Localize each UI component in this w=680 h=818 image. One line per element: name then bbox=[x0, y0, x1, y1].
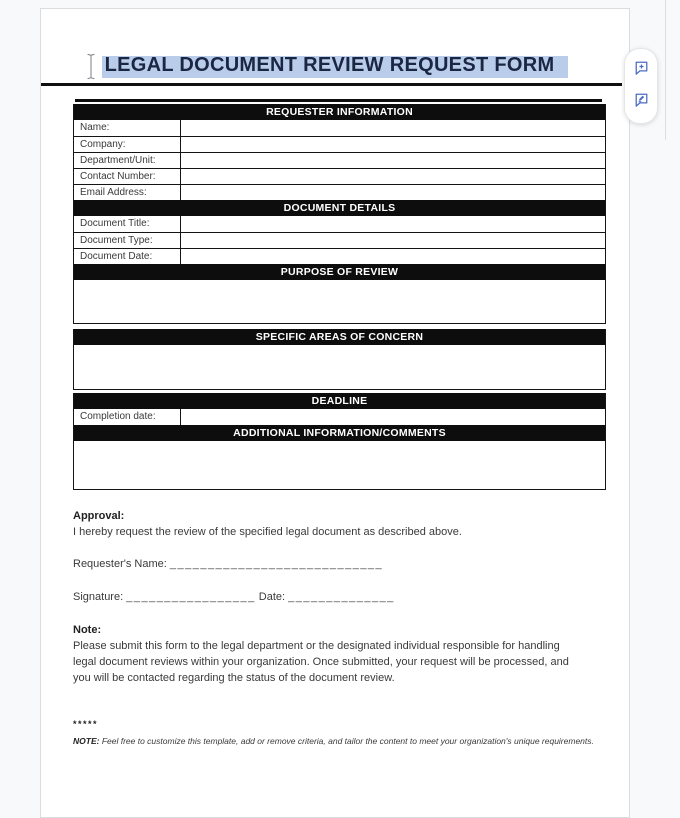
field-label: Name: bbox=[74, 120, 181, 136]
suggest-edits-button[interactable] bbox=[630, 91, 652, 113]
signature-date-line bbox=[73, 589, 606, 605]
request-form-table bbox=[73, 99, 606, 490]
date-blank[interactable]: ______________ bbox=[288, 591, 395, 603]
field-label: Company: bbox=[74, 137, 181, 152]
field-value-cell-email[interactable] bbox=[181, 185, 605, 200]
form-row bbox=[74, 409, 605, 425]
free-text-area-additional-info[interactable] bbox=[74, 441, 605, 489]
margin-actions-pill bbox=[624, 48, 658, 124]
table-top-bar bbox=[75, 99, 602, 102]
form-block-deadline bbox=[73, 393, 606, 490]
field-value-cell-document-date[interactable] bbox=[181, 249, 605, 264]
signature-blank[interactable]: _________________ bbox=[126, 591, 256, 603]
approval-section bbox=[73, 508, 606, 605]
approval-heading: Approval: bbox=[73, 510, 125, 522]
form-row bbox=[74, 168, 605, 184]
form-row bbox=[74, 184, 605, 200]
form-row bbox=[74, 152, 605, 168]
footer-note-label: NOTE: bbox=[73, 736, 100, 746]
section-header-deadline: DEADLINE bbox=[74, 393, 605, 409]
field-value-cell-name[interactable] bbox=[181, 120, 605, 136]
approval-statement: I hereby request the review of the specified legal document as described above. bbox=[73, 526, 462, 538]
add-comment-icon bbox=[633, 59, 650, 81]
form-block-concerns bbox=[73, 329, 606, 390]
field-value-cell-contact-number[interactable] bbox=[181, 169, 605, 184]
note-body: Please submit this form to the legal department or the designated individual responsible for handling legal document reviews within your organization. Once submitted, your request will be processed, and you will be contacted regarding the status of the document review. bbox=[73, 640, 569, 684]
signature-label: Signature: bbox=[73, 591, 124, 603]
requester-name-line bbox=[73, 556, 606, 572]
free-text-area-concerns[interactable] bbox=[74, 345, 605, 389]
field-label: Document Date: bbox=[74, 249, 181, 264]
suggest-edits-icon bbox=[633, 91, 650, 113]
field-value-cell-department[interactable] bbox=[181, 153, 605, 168]
document-title-line bbox=[41, 50, 629, 82]
form-row bbox=[74, 232, 605, 248]
section-header-requester-information: REQUESTER INFORMATION bbox=[74, 104, 605, 120]
section-header-document-details: DOCUMENT DETAILS bbox=[74, 200, 605, 216]
form-block-main bbox=[73, 104, 606, 324]
text-cursor-ibeam-icon bbox=[85, 53, 97, 91]
selection-highlight bbox=[102, 56, 569, 78]
form-row bbox=[74, 120, 605, 136]
field-label: Document Title: bbox=[74, 216, 181, 232]
note-section bbox=[73, 622, 606, 686]
footer-separator: ***** bbox=[73, 719, 99, 729]
date-label: Date: bbox=[258, 591, 286, 603]
requester-name-label: Requester's Name: bbox=[73, 558, 167, 570]
note-heading: Note: bbox=[73, 624, 102, 636]
footer-note bbox=[73, 736, 610, 747]
field-label: Contact Number: bbox=[74, 169, 181, 184]
field-label: Completion date: bbox=[74, 409, 181, 425]
field-label: Department/Unit: bbox=[74, 153, 181, 168]
field-value-cell-document-title[interactable] bbox=[181, 216, 605, 232]
form-row bbox=[74, 136, 605, 152]
section-header-additional-info: ADDITIONAL INFORMATION/COMMENTS bbox=[74, 425, 605, 441]
section-header-purpose-of-review: PURPOSE OF REVIEW bbox=[74, 264, 605, 280]
field-label: Document Type: bbox=[74, 233, 181, 248]
footer-note-text: Feel free to customize this template, add or remove criteria, and tailor the content to meet your organization's unique requirements. bbox=[101, 736, 594, 746]
page-title: LEGAL DOCUMENT REVIEW REQUEST FORM bbox=[104, 54, 555, 76]
title-divider bbox=[41, 83, 622, 86]
field-value-cell-document-type[interactable] bbox=[181, 233, 605, 248]
document-page bbox=[40, 8, 630, 818]
gutter-divider bbox=[665, 0, 666, 140]
form-row bbox=[74, 248, 605, 264]
free-text-area-purpose[interactable] bbox=[74, 280, 605, 323]
field-value-cell-company[interactable] bbox=[181, 137, 605, 152]
form-row bbox=[74, 216, 605, 232]
add-comment-button[interactable] bbox=[630, 59, 652, 81]
requester-name-blank[interactable]: ____________________________ bbox=[169, 558, 384, 570]
field-label: Email Address: bbox=[74, 185, 181, 200]
section-header-specific-areas: SPECIFIC AREAS OF CONCERN bbox=[74, 329, 605, 345]
field-value-cell-completion-date[interactable] bbox=[181, 409, 605, 425]
